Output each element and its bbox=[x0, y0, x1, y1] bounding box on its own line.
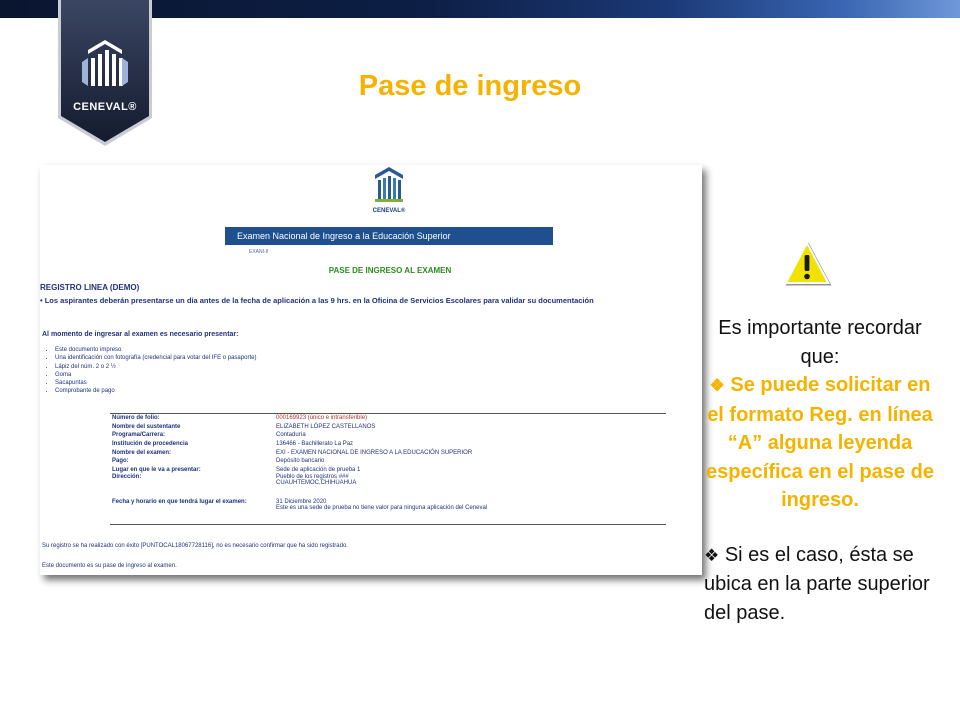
registration-line: REGISTRO LINEA (DEMO) bbox=[40, 283, 140, 292]
pass-footer-note: Este documento es su pase de ingreso al examen. bbox=[42, 563, 177, 569]
row-value: Contaduría bbox=[276, 432, 306, 439]
reminder-intro: Es importante recordar que: bbox=[718, 317, 922, 368]
requirements-list bbox=[45, 346, 256, 396]
reminder-bullet-2-text: Si es el caso, ésta se ubica en la parte superior del pase. bbox=[704, 543, 930, 624]
table-row bbox=[110, 440, 666, 449]
requirement-item: • Sacapuntas bbox=[55, 379, 256, 387]
pass-screenshot bbox=[40, 165, 702, 575]
diamond-bullet-icon: ❖ bbox=[709, 376, 725, 395]
diamond-bullet-icon: ❖ bbox=[704, 545, 720, 565]
requirement-item: • Goma bbox=[55, 371, 256, 379]
row-label: Número de folio: bbox=[112, 415, 160, 422]
row-label: Institución de procedencia bbox=[112, 441, 189, 448]
row-label: Lugar en que le va a presentar: bbox=[112, 466, 201, 473]
warning-triangle-icon bbox=[782, 238, 832, 288]
row-value: Depósito bancario bbox=[276, 458, 325, 465]
row-label: Pago: bbox=[112, 458, 129, 465]
row-value: 31 Diciembre 2020 Este es una sede de prueba no tiene valor para ninguna aplicación del Ceneval bbox=[276, 499, 488, 512]
reminder-bullet-2 bbox=[700, 541, 940, 628]
row-value: Pueblo de los registros ### CUAUHTEMOC,CHIHUAHUA bbox=[276, 474, 357, 487]
table-row bbox=[110, 457, 666, 466]
ceneval-mini-logo-text: CENEVAL® bbox=[372, 208, 406, 214]
reminder-bullet-1 bbox=[700, 371, 940, 515]
pass-heading: PASE DE INGRESO AL EXAMEN bbox=[328, 266, 452, 275]
attendance-note: • Los aspirantes deberán presentarse un día antes de la fecha de aplicación a las 9 hrs. en la Oficina de Servicios Escolares para validar su documentación bbox=[40, 296, 594, 305]
table-row bbox=[110, 499, 666, 525]
requirement-item: • Una identificación con fotografía (credencial para votar del IFE o pasaporte) bbox=[55, 354, 256, 362]
table-row bbox=[110, 431, 666, 440]
row-label: Programa/Carrera: bbox=[112, 432, 166, 439]
registration-confirmation: Su registro se ha realizado con éxito [PUNTOCAL18067728116], no es necesario confirmar que ha sido registrado. bbox=[42, 543, 348, 549]
requirement-item: • Lápiz del núm. 2 o 2 ½ bbox=[55, 363, 256, 371]
requirement-item: • Comprobante de pago bbox=[55, 387, 256, 395]
table-row bbox=[110, 466, 666, 475]
table-row bbox=[110, 423, 666, 432]
slide-title: Pase de ingreso bbox=[358, 70, 582, 102]
row-label: Nombre del examen: bbox=[112, 449, 172, 456]
exam-subtitle: EXANI-II bbox=[249, 249, 269, 255]
reminder-text bbox=[700, 314, 940, 627]
row-value: ELIZABETH LÓPEZ CASTELLANOS bbox=[276, 423, 376, 430]
row-value: Sede de aplicación de prueba 1 bbox=[276, 466, 361, 473]
requirement-item: • Este documento impreso bbox=[55, 346, 256, 354]
row-label: Nombre del sustentante bbox=[112, 423, 181, 430]
requirements-heading: Al momento de ingresar al examen es necesario presentar: bbox=[42, 331, 239, 338]
table-row bbox=[110, 414, 666, 423]
table-row bbox=[110, 448, 666, 457]
row-value: 136466 - Bachillerato La Paz bbox=[276, 441, 354, 448]
exam-name-bar: Examen Nacional de Ingreso a la Educación Superior bbox=[225, 227, 553, 245]
row-label: Dirección: bbox=[112, 474, 142, 481]
table-row bbox=[110, 474, 666, 499]
row-label: Fecha y horario en que tendrá lugar el examen: bbox=[112, 499, 247, 506]
row-value: 000169923 (único e intransferible) bbox=[276, 415, 368, 422]
applicant-info-table bbox=[110, 413, 666, 525]
row-value: EXI - EXAMEN NACIONAL DE INGRESO A LA EDUCACIÓN SUPERIOR bbox=[276, 449, 473, 456]
reminder-bullet-1-text: Se puede solicitar en el formato Reg. en línea “A” alguna leyenda específica en el pase de ingreso. bbox=[706, 374, 934, 511]
ceneval-logo-text: CENEVAL® bbox=[73, 101, 137, 113]
ceneval-logo-badge bbox=[58, 0, 152, 146]
ceneval-mini-logo-icon bbox=[371, 165, 407, 205]
